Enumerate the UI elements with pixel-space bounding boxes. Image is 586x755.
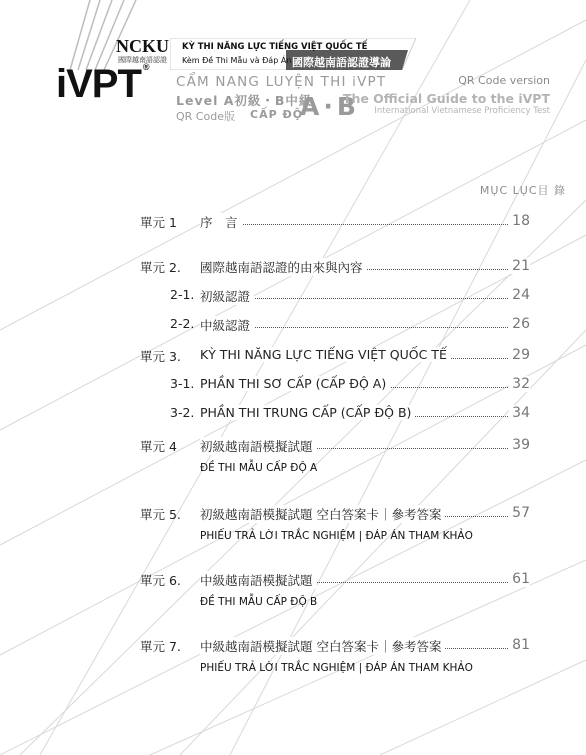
- toc-page: 26: [509, 316, 530, 332]
- toc-page: 57: [509, 505, 530, 521]
- toc-entry-7[interactable]: [0, 637, 586, 659]
- toc-subtitle: ĐỀ THI MẪU CẤP ĐỘ B: [200, 596, 318, 608]
- toc-page: 81: [509, 637, 530, 653]
- qr-version-label: QR Code version: [458, 74, 550, 87]
- toc-title: 序 言: [200, 213, 242, 231]
- toc-number: 3-2.: [170, 405, 195, 420]
- toc-page: 61: [509, 571, 530, 587]
- toc-page: 29: [509, 347, 530, 363]
- ncku-subtitle: 國際越南語認證: [118, 56, 167, 64]
- toc-number: 單元 1: [140, 215, 177, 230]
- toc-title: KỲ THI NĂNG LỰC TIẾNG VIỆT QUỐC TẾ: [200, 347, 451, 362]
- toc-entry-3-1[interactable]: [0, 376, 586, 398]
- toc-page: 18: [509, 213, 530, 229]
- toc-title: 國際越南語認證的由來與內容: [200, 258, 367, 276]
- toc-subtitle: PHIẾU TRẢ LỜI TRẮC NGHIỆM | ĐÁP ÁN THAM KHẢO: [200, 530, 473, 542]
- toc-entry-5[interactable]: [0, 505, 586, 527]
- ncku-logo: NCKU: [116, 36, 169, 56]
- ivpt-full-name: International Vietnamese Proficiency Test: [374, 106, 550, 116]
- toc-title: 中級越南語模擬試題: [200, 571, 317, 589]
- toc-title: 初級認證: [200, 287, 254, 305]
- ivpt-logo: [56, 62, 149, 107]
- toc-number: 單元 3.: [140, 349, 181, 364]
- banner-line3: 國際越南語認證導論: [292, 56, 391, 69]
- toc-page: 34: [509, 405, 530, 421]
- toc-heading: MỤC LỤC目 錄: [479, 184, 566, 197]
- toc-title: 初級越南語模擬試題 空白答案卡｜參考答案: [200, 505, 445, 523]
- toc-entry-4[interactable]: [0, 437, 586, 459]
- toc-entry-6[interactable]: [0, 571, 586, 593]
- logo-text: iVPT: [56, 62, 141, 106]
- toc-subtitle: ĐỀ THI MẪU CẤP ĐỘ A: [200, 462, 318, 474]
- toc-number: 單元 5.: [140, 507, 181, 522]
- toc-page: 24: [509, 287, 530, 303]
- toc-title: PHẦN THI SƠ CẤP (CẤP ĐỘ A): [200, 376, 390, 391]
- toc-subtitle: PHIẾU TRẢ LỜI TRẮC NGHIỆM | ĐÁP ÁN THAM KHẢO: [200, 662, 473, 674]
- toc-number: 2-1.: [170, 287, 195, 302]
- toc-title: 中級認證: [200, 316, 254, 334]
- qr-edition-label: QR Code版: [176, 110, 235, 123]
- cap-do-label: CẤP ĐỘ: [250, 108, 304, 121]
- toc-entry-3[interactable]: [0, 347, 586, 369]
- level-ab: A·B: [300, 92, 360, 121]
- toc-page: 39: [509, 437, 530, 453]
- toc-title: PHẦN THI TRUNG CẤP (CẤP ĐỘ B): [200, 405, 415, 420]
- guide-title-en: The Official Guide to the iVPT: [342, 91, 550, 106]
- toc-number: 單元 6.: [140, 573, 181, 588]
- banner-line2: Kèm Đề Thi Mẫu và Đáp Án: [182, 56, 292, 65]
- registered-mark: ®: [142, 62, 149, 72]
- toc-title: 初級越南語模擬試題: [200, 437, 317, 455]
- toc-page: 21: [509, 258, 530, 274]
- toc-number: 3-1.: [170, 376, 195, 391]
- book-title-vn: CẨM NANG LUYỆN THI iVPT: [176, 74, 387, 90]
- toc-title: 中級越南語模擬試題 空白答案卡｜參考答案: [200, 637, 445, 655]
- book-level: Level A初級・B中級: [176, 93, 313, 108]
- toc-entry-2-2[interactable]: [0, 316, 586, 338]
- toc-entry-3-2[interactable]: [0, 405, 586, 427]
- toc-number: 2-2.: [170, 316, 195, 331]
- dot-leader: [200, 224, 508, 225]
- toc-number: 單元 7.: [140, 639, 181, 654]
- toc-entry-2[interactable]: [0, 258, 586, 280]
- toc-number: 單元 4: [140, 439, 177, 454]
- toc-entry-2-1[interactable]: [0, 287, 586, 309]
- toc-entry-1[interactable]: [0, 213, 586, 235]
- toc-page: 32: [509, 376, 530, 392]
- toc-number: 單元 2.: [140, 260, 181, 275]
- banner-line1: KỲ THI NĂNG LỰC TIẾNG VIỆT QUỐC TẾ: [182, 42, 368, 52]
